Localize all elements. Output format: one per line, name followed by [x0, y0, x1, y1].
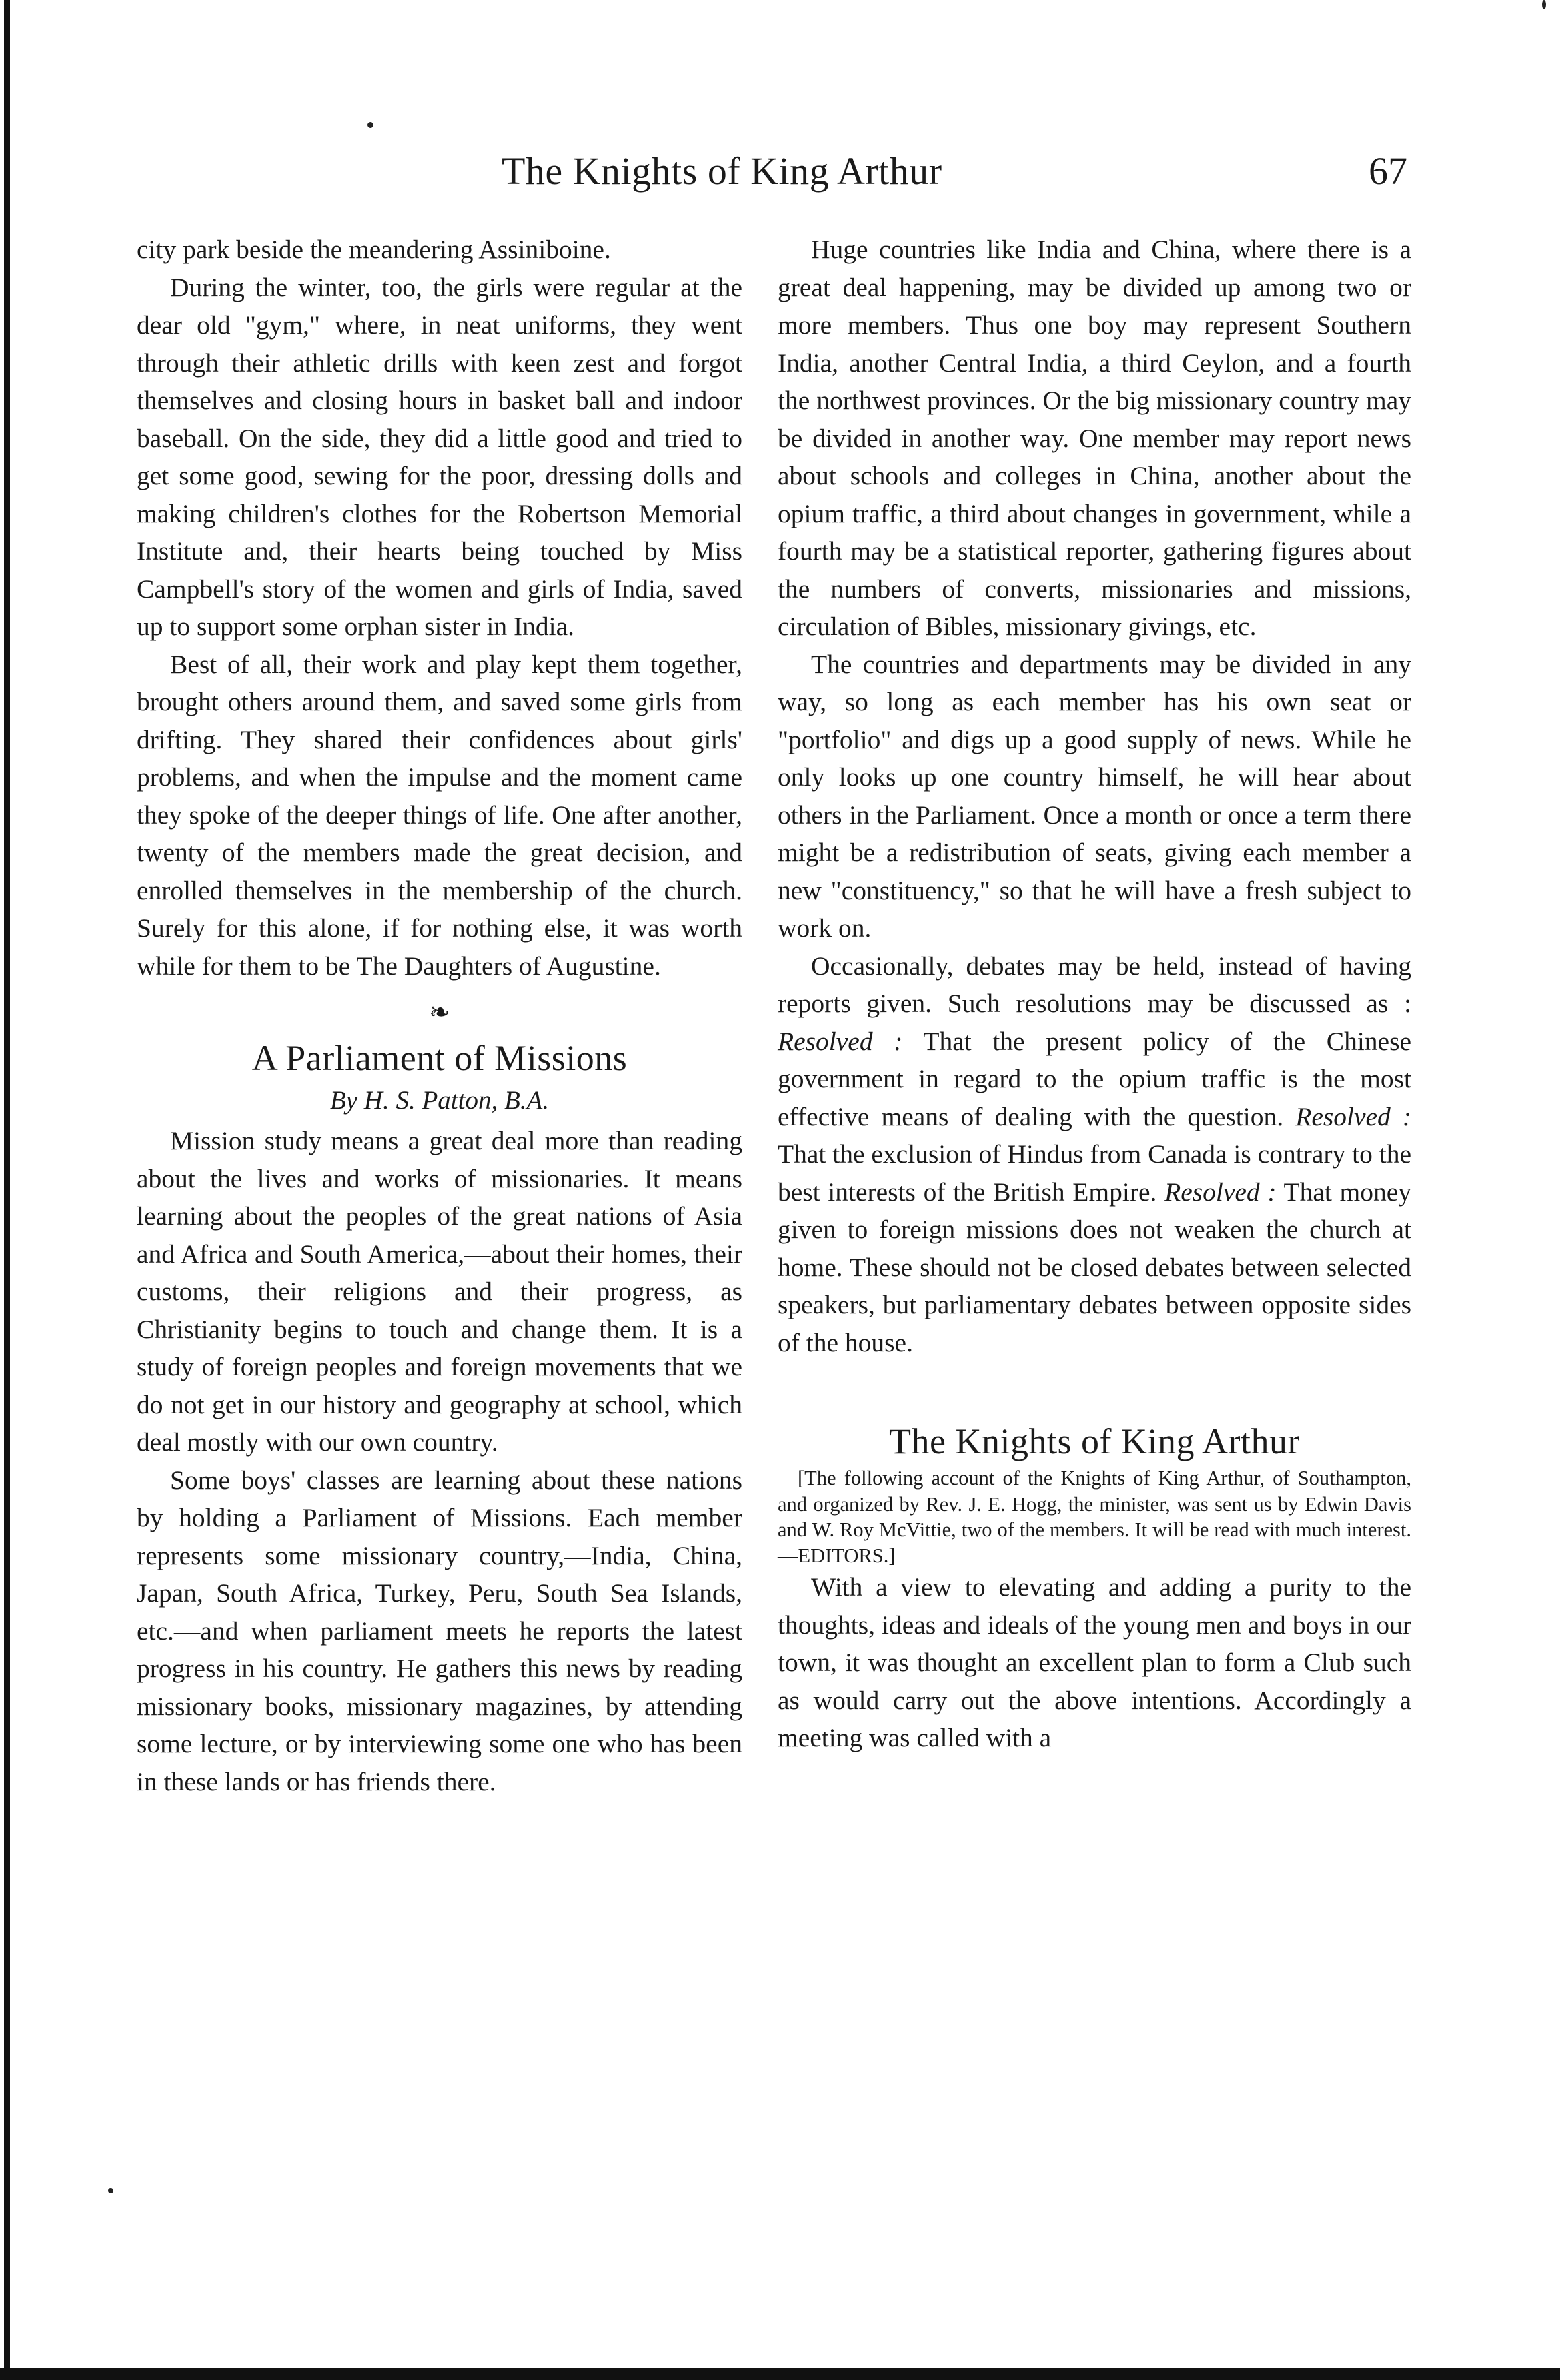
paragraph: Some boys' classes are learning about these nations by holding a Parliament of Missions. Each member represents some missionary country,—India, China, Japan, South Africa, Turkey, Peru, South Sea Islands, etc.—and when parliament meets he reports the latest progress in his country. He gathers this news by reading missionary books, missionary magazines, by attending some lecture, or by interviewing some one who has been in these lands or has friends there. — [137, 1465, 742, 1796]
speck-mark — [367, 122, 373, 128]
section-spacer — [778, 1361, 1411, 1417]
paragraph: With a view to elevating and adding a purity to the thoughts, ideas and ideals of the young men and boys in our town, it was thought an excellent plan to form a Club such as would carry out the above intentions. Accordingly a meeting was called with a — [778, 1572, 1411, 1752]
ornament-icon: ❧ — [429, 999, 450, 1027]
editor-note: [The following account of the Knights of King Arthur, of Southampton, and organized by Rev. J. E. Hogg, the minister, was sent us by Edwin Davis and W. Roy McVittie, two of the members. It will be read with much interest.—EDITORS.] — [778, 1467, 1411, 1567]
right-column — [778, 231, 1411, 1757]
paragraph: Best of all, their work and play kept them together, brought others around them, and saved some girls from drifting. They shared their confidences about girls' problems, and when the impulse and the moment came they spoke of the deeper things of life. One after another, twenty of the members made the great decision, and enrolled themselves in the membership of the church. Surely for this alone, if for nothing else, it was worth while for them to be The Daughters of Augustine. — [137, 649, 742, 981]
scan-edge-bottom — [0, 2368, 1560, 2380]
paragraph-resolutions — [778, 947, 1411, 1362]
paragraph: During the winter, too, the girls were regular at the dear old "gym," where, in neat uniforms, they went through their athletic drills with keen zest and forgot themselves and closing hours in basket ball and indoor baseball. On the side, they did a little good and tried to get some good, sewing for the poor, dressing dolls and making children's clothes for the Robertson Memorial Institute and, their hearts being touched by Miss Campbell's story of the women and girls of India, saved up to support some orphan sister in India. — [137, 272, 742, 641]
text-run: That money given to foreign missions does not weaken the church at home. These should not be closed debates between selected speakers, but parliamentary debates between opposite sides of the house. — [778, 1177, 1411, 1357]
paragraph: city park beside the meandering Assiniboine. — [137, 235, 611, 264]
running-title: The Knights of King Arthur — [502, 149, 942, 193]
text-run: That the exclusion of Hindus from Canada is contrary to the best interests of the British Empire. — [778, 1139, 1411, 1207]
paragraph: Mission study means a great deal more than reading about the lives and works of missionaries. It means learning about the peoples of the great nations of Asia and Africa and South America,—about their homes, their customs, their religions and their progress, as Christianity begins to touch and change them. It is a study of foreign peoples and foreign movements that we do not get in our history and geography at school, which deal mostly with our own country. — [137, 1126, 742, 1457]
resolved-label: Resolved : — [1164, 1177, 1277, 1207]
paragraph: The countries and departments may be divided in any way, so long as each member has his own seat or "portfolio" and digs up a good supply of news. While he only looks up one country himself, he will hear about others in the Parliament. Once a month or once a term there might be a redistribution of seats, giving each member a new "constituency," so that he will have a fresh subject to work on. — [778, 649, 1411, 943]
page-number: 67 — [1369, 149, 1407, 193]
paragraph: Huge countries like India and China, where there is a great deal happening, may be divided up among two or more members. Thus one boy may represent Southern India, another Central India, a third Ceylon, and a fourth the northwest provinces. Or the big missionary country may be divided in another way. One member may report news about schools and colleges in China, another about the opium traffic, a third about changes in government, while a fourth may be a statistical reporter, gathering figures about the numbers of converts, missionaries and missions, circulation of Bibles, missionary givings, etc. — [778, 235, 1411, 641]
left-column — [137, 231, 742, 1800]
speck-mark — [1542, 0, 1546, 9]
scan-edge-left — [4, 0, 10, 2380]
byline: By H. S. Patton, B.A. — [329, 1086, 550, 1115]
section-title-parliament: A Parliament of Missions — [251, 1038, 628, 1078]
section-title-knights: The Knights of King Arthur — [889, 1421, 1300, 1461]
text-run: That the present policy of the Chinese government in regard to the opium traffic is the most effective means of dealing with the question. — [778, 1026, 1411, 1131]
text-run: Occasionally, debates may be held, instead of having reports given. Such resolutions may be discussed as : — [778, 951, 1411, 1018]
speck-mark — [108, 2188, 113, 2193]
resolved-label: Resolved : — [778, 1026, 903, 1056]
resolved-label: Resolved : — [1295, 1101, 1411, 1131]
